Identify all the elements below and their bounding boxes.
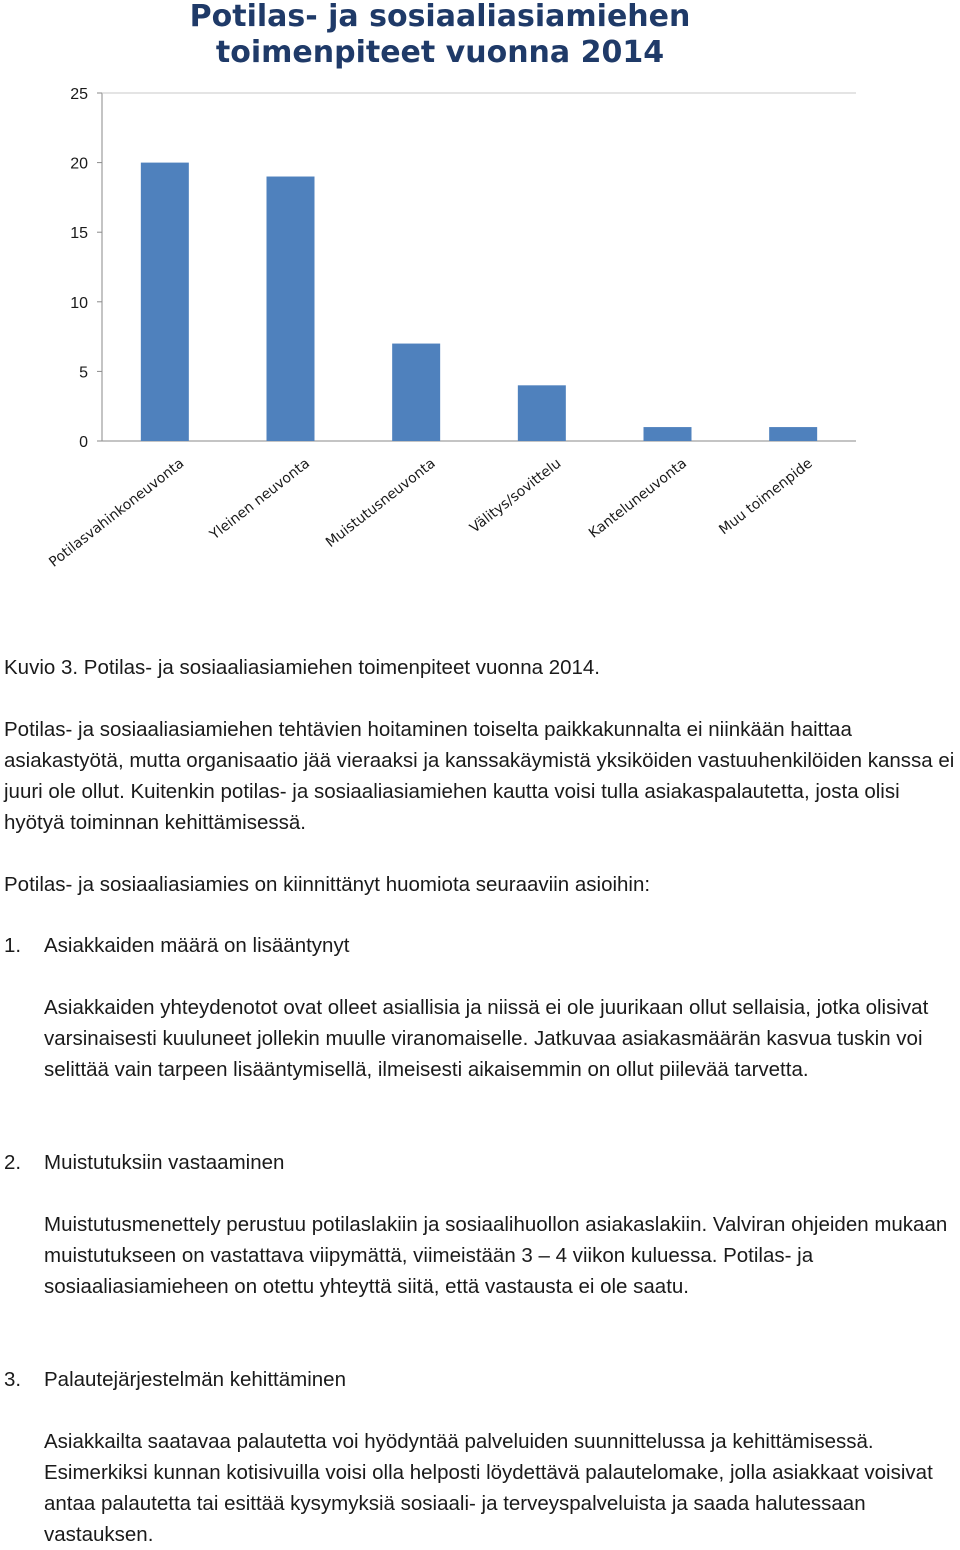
chart-svg xyxy=(0,0,960,620)
y-tick-label: 20 xyxy=(70,155,88,173)
lead-sentence: Potilas- ja sosiaaliasiamies on kiinnittänyt huomiota seuraaviin asioihin: xyxy=(4,873,651,896)
list-title: Asiakkaiden määrä on lisääntynyt xyxy=(44,934,350,957)
bar-chart xyxy=(0,0,960,620)
bars xyxy=(141,163,817,441)
y-tick-label: 0 xyxy=(79,434,88,451)
bar xyxy=(392,344,440,441)
y-tick-label: 15 xyxy=(70,225,88,243)
intro-paragraph: Potilas- ja sosiaaliasiamiehen tehtävien hoitaminen toiselta paikkakunnalta ei niinkään haittaa asiakastyötä, mutta organisaatio jää vieraaksi ja kanssakäymistä yksiköiden vastuuhenkilöiden kanssa ei juuri ole ollut. Kuitenkin potilas- ja sosiaaliasiamiehen kautta voisi tulla asiakaspalautetta, josta olisi hyötyä toiminnan kehittämisessä. xyxy=(4,718,955,834)
bar xyxy=(644,427,692,441)
list-title: Palautejärjestelmän kehittäminen xyxy=(44,1368,346,1391)
category-labels xyxy=(46,456,815,571)
x-category-label: Muistutusneuvonta xyxy=(322,455,439,551)
list-title: Muistutuksiin vastaaminen xyxy=(44,1151,285,1174)
list-body-3: Asiakkailta saatavaa palautetta voi hyödyntää palveluiden suunnittelussa ja kehittämisessä. Esimerkiksi kunnan kotisivuilla voisi olla helposti löydettävä palautelomake, jolla asiakkaat voisivat antaa palautetta tai esittää kysymyksiä sosiaali- ja terveyspalveluista ja saada halutessaan vastauksen. xyxy=(44,1430,933,1546)
list-number: 2. xyxy=(4,1151,22,1174)
list-body-2: Muistutusmenettely perustuu potilaslakiin ja sosiaalihuollon asiakaslakiin. Valviran ohjeiden mukaan muistutukseen on vastattava viipymättä, viimeistään 3 – 4 viikon kuluessa. Potilas- ja sosiaaliasiamieheen on otettu yhteyttä siitä, että vastausta ei ole saatu. xyxy=(44,1213,948,1298)
bar xyxy=(769,427,817,441)
bar xyxy=(518,385,566,441)
figure-caption: Kuvio 3. Potilas- ja sosiaaliasiamiehen toimenpiteet vuonna 2014. xyxy=(4,656,601,679)
y-tick-label: 5 xyxy=(79,364,88,382)
chart-title-line-1: Potilas- ja sosiaaliasiamiehen xyxy=(189,0,691,34)
list-body-1: Asiakkaiden yhteydenotot ovat olleet asiallisia ja niissä ei ole juurikaan ollut sellaisia, jotka olisivat varsinaisesti kuuluneet jollekin muulle viranomaiselle. Jatkuvaa asiakasmäärän kasvua tuskin voi selittää vain tarpeen lisääntymisellä, ilmeisesti aikaisemmin on ollut piilevää tarvetta. xyxy=(44,996,929,1081)
x-category-label: Kanteluneuvonta xyxy=(586,455,690,542)
x-category-label: Muu toimenpide xyxy=(716,455,816,539)
bar xyxy=(141,163,189,441)
y-tick-label: 25 xyxy=(70,86,88,103)
x-category-label: Potilasvahinkoneuvonta xyxy=(46,455,188,571)
x-category-label: Välitys/sovittelu xyxy=(466,455,565,537)
list-number: 1. xyxy=(4,934,22,957)
chart-title-line-2: toimenpiteet vuonna 2014 xyxy=(215,35,665,70)
list-number: 3. xyxy=(4,1368,22,1391)
y-tick-label: 10 xyxy=(70,294,88,312)
bar xyxy=(267,177,315,441)
x-category-label: Yleinen neuvonta xyxy=(207,455,313,544)
